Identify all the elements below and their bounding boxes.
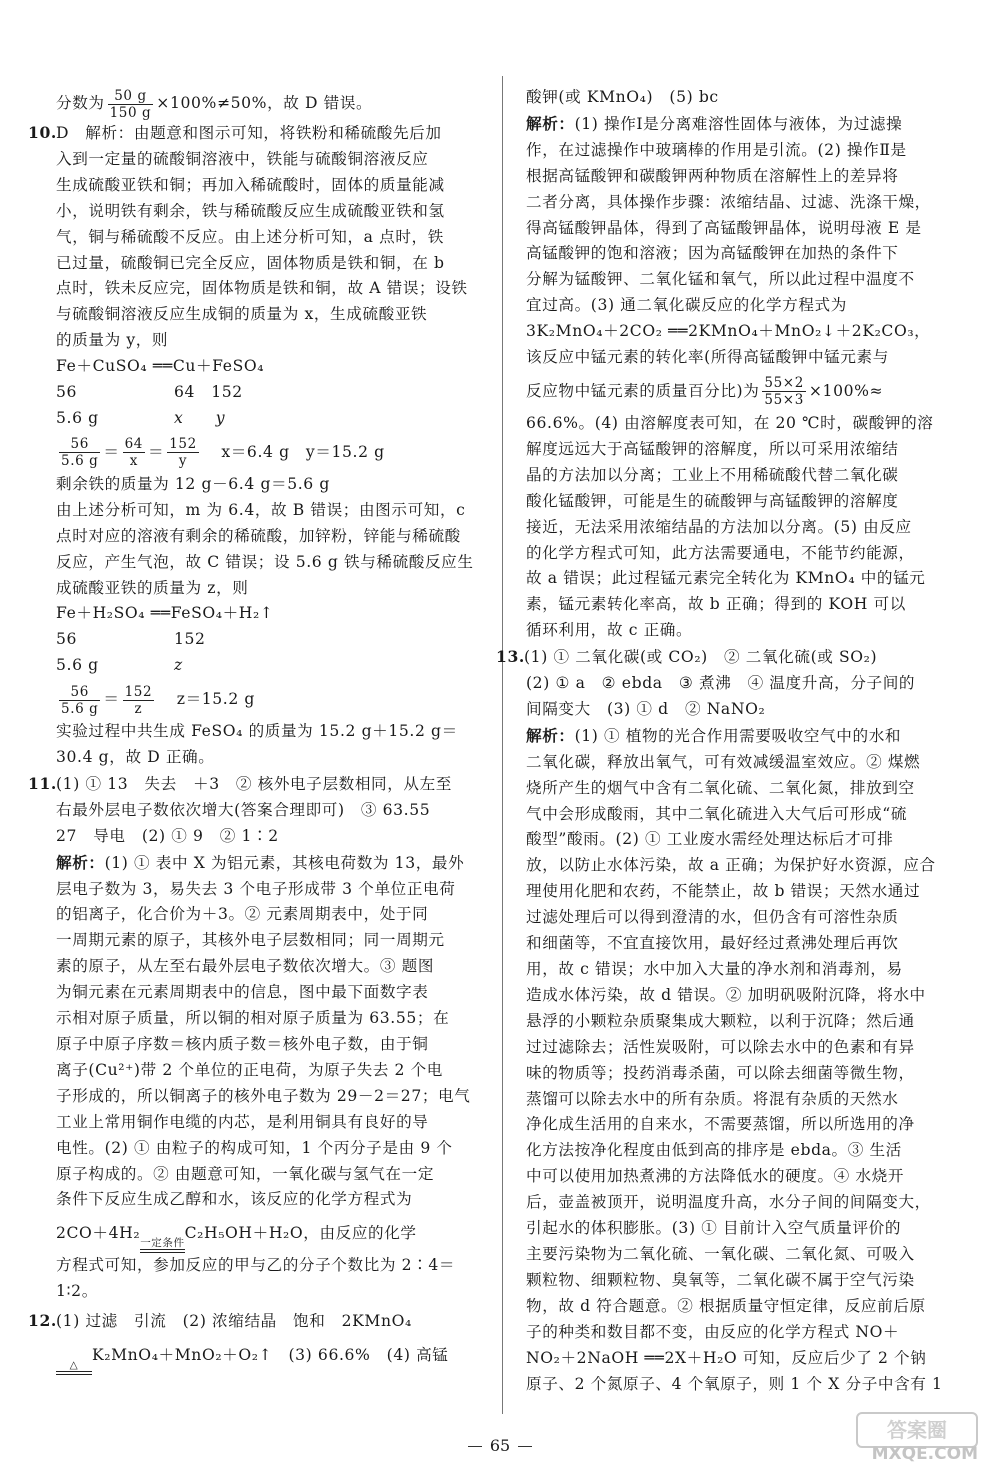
line-text: 原子构成的。② 由题意可知，一氧化碳与氢气在一定 (56, 1164, 435, 1183)
line-text: 气中会形成酸雨，其中二氧化硫进入大气后可形成“硫 (526, 804, 908, 823)
line-text: 层电子数为 3，易失去 3 个电子形成带 3 个单位正电荷 (56, 879, 456, 898)
question-number: 13. (496, 647, 525, 667)
line-text: 入到一定量的硫酸铜溶液中，铁能与硫酸铜溶液反应 (56, 149, 429, 168)
line-text: 剩余铁的质量为 12 g－6.4 g＝5.6 g (56, 474, 330, 493)
line-text: 引起水的体积膨胀。(3) ① 目前计入空气质量评价的 (526, 1219, 902, 1238)
line-text: 成硫酸亚铁的质量为 z，则 (56, 578, 249, 597)
line-text: 该反应中锰元素的转化率(所得高锰酸钾中锰元素与 (526, 348, 889, 367)
line-text: 工业上常用铜作电缆的内芯，是利用铜具有良好的导 (56, 1112, 429, 1131)
line-text: 小，说明铁有剩余，铁与稀硫酸反应生成硫酸亚铁和氢 (56, 201, 445, 220)
conversion-fraction-line (526, 371, 946, 411)
line-text: 生成硫酸亚铁和铜；再加入稀硫酸时，固体的质量能减 (56, 175, 445, 194)
line-text: (1) 过滤 引流 (2) 浓缩结晶 饱和 2KMnO₄ (56, 1312, 412, 1331)
question-11-first-line (28, 771, 480, 798)
question-10-lines (56, 147, 480, 354)
condition-text: △ (69, 1359, 79, 1372)
fraction (108, 89, 154, 120)
fraction-denominator: z (134, 700, 143, 717)
line-text: 造成水体污染，故 d 错误。② 加明矾吸附沉降，将水中 (526, 985, 926, 1004)
fraction-numerator: 55×2 (764, 375, 804, 392)
line-text: 烧所产生的烟气中含有二氧化硫、二氧化氮，排放到空 (526, 778, 915, 797)
question-13-first-line (496, 644, 946, 671)
question-11 (28, 771, 480, 1305)
line-text: 主要污染物为二氧化硫、一氧化碳、二氧化氮、可吸入 (526, 1244, 915, 1263)
line-text: D 解析：由题意和图示可知，将铁粉和稀硫酸先后加 (56, 124, 442, 142)
line-text: 反应，产生气泡，故 C 错误；设 5.6 g 铁与稀硫酸反应生 (56, 552, 474, 571)
fraction-numerator: 50 g (108, 89, 154, 105)
watermark-logo (852, 1410, 986, 1466)
page-number (0, 1436, 1000, 1455)
equation-1-mass-2 (56, 406, 480, 432)
question-13-analysis (526, 723, 946, 1398)
analysis-label: 解析： (526, 113, 575, 133)
line-text: 后，壶盖被顶开，说明温度升高，水分子间的间隔变大， (526, 1193, 931, 1212)
line-text: 作，在过滤操作中玻璃棒的作用是引流。(2) 操作Ⅱ是 (526, 140, 907, 159)
line-text: 二氧化碳，释放出氧气，可有效减缓温室效应。② 煤燃 (526, 752, 921, 771)
line-text: K₂MnO₄＋MnO₂＋O₂↑ (3) 66.6% (4) 高锰 (92, 1346, 449, 1365)
line-text: 气，铜与稀硫酸不反应。由上述分析可知，a 点时，铁 (56, 227, 444, 246)
line-text: 66.6%。(4) 由溶解度表可知，在 20 ℃时，碳酸钾的溶 (526, 413, 934, 432)
line-text: 物，故 d 符合题意。② 根据质量守恒定律，反应前后原 (526, 1296, 926, 1315)
line-text: 酸钾(或 KMnO₄) (5) bc (526, 88, 719, 106)
mass-value: 5.6 g (56, 656, 99, 675)
line-text: 循环利用，故 c 正确。 (526, 621, 693, 640)
fraction-numerator: 64 (124, 436, 143, 453)
equals-bar (56, 1371, 92, 1375)
line-text: 素，锰元素转化率高，故 b 正确；得到的 KOH 可以 (526, 595, 906, 614)
line-text: (2) ① a ② ebda ③ 煮沸 ④ 温度升高，分子间的 (526, 674, 916, 693)
line-text: 间隔变大 (3) ① d ② NaNO₂ (526, 699, 766, 718)
left-column (28, 86, 480, 1375)
fraction-denominator: 5.6 g (61, 453, 99, 470)
fraction-denominator: x (129, 453, 138, 470)
fraction-numerator: 56 (59, 437, 100, 453)
mass-value: 64 152 (174, 383, 243, 402)
line-text: 原子中原子序数＝核内质子数＝核外电子数，由于铜 (56, 1035, 429, 1053)
line-text: 示相对原子质量，所以铜的相对原子质量为 63.55；在 (56, 1009, 450, 1028)
line-text: 右最外层电子数依次增大(答案合理即可) ③ 63.55 (56, 800, 431, 819)
line-text: 素的原子，从左至右最外层电子数依次增大。③ 题图 (56, 957, 435, 976)
line-text: 过滤处理后可以得到澄清的水，但仍含有可溶性杂质 (526, 908, 899, 927)
line-text: 味的物质等；投药消毒杀菌，可以除去细菌等微生物， (526, 1063, 915, 1082)
line-text: 由上述分析可知，m 为 6.4，故 B 错误；由图示可知，c (56, 500, 466, 519)
fraction (59, 437, 100, 468)
line-text: 解析：(1) 操作Ⅰ是分离难溶性固体与液体，为过滤操 (526, 113, 903, 133)
right-column (496, 86, 946, 1397)
line-text: 27 导电 (2) ① 9 ② 1∶2 (56, 826, 279, 845)
page-dash (468, 1446, 482, 1447)
fraction (123, 685, 155, 716)
line-text: 原子、2 个氮原子、4 个氧原子，则 1 个 X 分子中含有 1 (526, 1374, 943, 1393)
line-text: 的化学方程式可知，此方法需要通电，不能节约能源， (526, 543, 915, 562)
equation-synthesis (56, 1213, 480, 1253)
question-11-analysis (56, 850, 480, 1214)
line-text: 的质量为 y，则 (56, 331, 169, 350)
analysis-label: 解析： (526, 725, 575, 745)
question-10-first-line (28, 120, 480, 147)
line-text: (1) ① 二氧化碳(或 CO₂) ② 二氧化硫(或 SO₂) (524, 648, 878, 667)
line-text: 一周期元素的原子，其核外电子层数相同；同一周期元 (56, 931, 445, 950)
line-text: 过过滤除去；活性炭吸附，可以除去水中的色素和有异 (526, 1037, 915, 1056)
fraction-denominator: 55×3 (764, 392, 804, 409)
line-text: 接近，无法采用浓缩结晶的方法加以分离。(5) 由反应 (526, 517, 912, 536)
fraction (762, 376, 805, 407)
line-text: 蒸馏可以除去水中的所有杂质。将混有杂质的天然水 (526, 1089, 899, 1108)
question-12-analysis (526, 111, 946, 319)
equation-1-mass-1 (56, 380, 480, 406)
question-number: 12. (28, 1311, 57, 1331)
question-12 (28, 1308, 480, 1375)
watermark-bottom-text: MXQE.COM (871, 1444, 978, 1464)
question-13 (496, 644, 946, 1397)
line-text: 酸化锰酸钾，可能是生的硫酸钾与高锰酸钾的溶解度 (526, 491, 899, 510)
fraction (59, 685, 100, 716)
question-10-lines-2 (56, 472, 480, 602)
line-text: 1∶2。 (56, 1282, 98, 1301)
line-text: 用，故 c 错误；水中加入大量的净水剂和消毒剂，易 (526, 960, 903, 978)
equation-products: C₂H₅OH＋H₂O，由反应的化学 (184, 1224, 417, 1243)
line-text: 故 a 错误；此过程锰元素完全转化为 KMnO₄ 中的锰元 (526, 569, 926, 588)
line-text: 点时，铁未反应完，固体物质是铁和铜，故 A 错误；设铁 (56, 279, 468, 298)
watermark-top-text: 答案圈 (856, 1412, 978, 1448)
line-text: 晶的方法加以分离；工业上不用稀硫酸代替二氧化碳 (526, 465, 899, 484)
analysis-label: 解析： (56, 852, 105, 872)
equation-co2: 3K₂MnO₄＋2CO₂ ══2KMnO₄＋MnO₂↓＋2K₂CO₃， (526, 322, 931, 341)
equation-2-mass-1 (56, 627, 480, 653)
line-fraction (56, 86, 480, 120)
line-text: 已过量，硫酸铜已完全反应，固体物质是铁和铜，在 b (56, 253, 445, 272)
line-text: 条件下反应生成乙醇和水，该反应的化学方程式为 (56, 1190, 413, 1209)
equation-decomposition (56, 1335, 480, 1375)
line-text: 二者分离，具体操作步骤：浓缩结晶、过滤、洗涤干燥， (526, 192, 931, 211)
line-text: 实验过程中共生成 FeSO₄ 的质量为 15.2 g＋15.2 g＝ (56, 722, 458, 741)
proportion-2: $\frac{56}{5.6 g}$ ＝ $\frac{152}{z}$ z＝15.2 g (61, 683, 256, 717)
line-text: 高锰酸钾的饱和溶液；因为高锰酸钾在加热的条件下 (526, 244, 899, 263)
equation-1: Fe＋CuSO₄ ══Cu＋FeSO₄ (56, 357, 265, 376)
equation-reactants: 2CO＋4H₂ (56, 1224, 141, 1243)
line-text: 理使用化肥和农药，不能禁止，故 b 错误；天然水通过 (526, 882, 921, 901)
fraction-numerator: 152 (124, 683, 153, 700)
line-text: NO₂＋2NaOH ══2X＋H₂O 可知，反应后少了 2 个钠 (526, 1348, 927, 1367)
reaction-condition (56, 1360, 92, 1375)
line-text: 悬浮的小颗粒杂质聚集成大颗粒，以利于沉降；然后通 (526, 1011, 915, 1030)
line-text: 得高锰酸钾晶体，得到了高锰酸钾晶体，说明母液 E 是 (526, 218, 922, 237)
line-text: 离子(Cu²⁺)带 2 个单位的正电荷，为原子失去 2 个电 (56, 1060, 443, 1079)
mass-value: 152 (174, 630, 206, 649)
fraction (167, 437, 199, 468)
fraction-numerator: 152 (169, 436, 197, 453)
text-segment: 反应物中锰元素的质量百分比)为 (526, 381, 760, 400)
reaction-condition (140, 1238, 184, 1253)
fraction-denominator: y (178, 453, 188, 470)
line-text: 和细菌等，不宜直接饮用，最好经过煮沸处理后再饮 (526, 934, 899, 953)
question-number: 10. (28, 123, 57, 142)
question-12-first-line (28, 1308, 480, 1335)
line-text: 解析：(1) ① 表中 X 为铝元素，其核电荷数为 13，最外 (56, 852, 465, 872)
line-text: 分解为锰酸钾、二氧化锰和氧气，所以此过程中温度不 (526, 270, 915, 289)
mass-value: x y (174, 408, 226, 427)
text-segment: ×100%≈ (808, 381, 884, 400)
line-text: 解析：(1) ① 植物的光合作用需要吸收空气中的水和 (526, 725, 902, 745)
line-text: 中可以使用加热煮沸的方法降低水的硬度。④ 水烧开 (526, 1167, 905, 1186)
line-text: (1) ① 13 失去 ＋3 ② 核外电子层数相同，从左至 (56, 774, 452, 793)
line-text: 电性。(2) ① 由粒子的构成可知，1 个丙分子是由 9 个 (56, 1138, 453, 1157)
page-dash (518, 1446, 532, 1447)
line-text: 的铝离子，化合价为＋3。② 元素周期表中，处于同 (56, 905, 429, 924)
page-number-text: 65 (489, 1436, 511, 1455)
line-text: 点时对应的溶液有剩余的稀硫酸，加锌粉，锌能与稀硫酸 (56, 526, 461, 545)
column-divider (502, 76, 503, 1414)
proportion-result: x＝6.4 g y＝15.2 g (221, 442, 385, 461)
fraction (123, 437, 145, 468)
line-text: 颗粒物、细颗粒物、臭氧等，二氧化碳不属于空气污染 (526, 1270, 915, 1289)
line-text: 酸型”酸雨。(2) ① 工业废水需经处理达标后才可排 (526, 830, 894, 849)
line-text: 净化成生活用的自来水，不需要蒸馏，所以所选用的净 (526, 1115, 915, 1134)
condition-text: 一定条件 (140, 1237, 185, 1250)
line-text: 30.4 g，故 D 正确。 (56, 748, 215, 767)
line-text: 解度远远大于高锰酸钾的溶解度，所以可采用浓缩结 (526, 439, 899, 458)
line-text: 子的种类和数目都不变，由反应的化学方程式 NO＋ (526, 1322, 900, 1341)
line-text: 化方法按净化程度由低到高的排序是 ebda。③ 生活 (526, 1141, 902, 1160)
fraction-denominator: 150 g (109, 104, 152, 120)
line-text: 根据高锰酸钾和碳酸钾两种物质在溶解性上的差异将 (526, 166, 899, 185)
line-text: 与硫酸铜溶液反应生成铜的质量为 x，生成硫酸亚铁 (56, 305, 428, 324)
text-segment: ×100%≠50%，故 D 错误。 (156, 94, 373, 112)
mass-value: 56 (56, 630, 78, 649)
text-segment: 分数为 (56, 94, 105, 112)
equation-2: Fe＋H₂SO₄ ══FeSO₄＋H₂↑ (56, 604, 274, 623)
mass-value: 5.6 g (56, 408, 99, 427)
fraction-denominator: 5.6 g (61, 700, 99, 717)
line-text: 方程式可知，参加反应的甲与乙的分子个数比为 2∶4＝ (56, 1256, 456, 1275)
proportion-1: $\frac{56}{5.6 g}$ ＝ $\frac{64}{x}$ ＝ $\frac{152}{y}$ x＝6.4 g y＝15.2 g (61, 436, 385, 470)
question-number: 11. (28, 773, 57, 793)
equation-2-mass-2 (56, 653, 480, 679)
question-10-lines-3 (56, 719, 480, 771)
line-text: 为铜元素在元素周期表中的信息，图中最下面数字表 (56, 983, 429, 1002)
fraction-numerator: 56 (59, 685, 100, 701)
line-text: 宜过高。(3) 通二氧化碳反应的化学方程式为 (526, 296, 847, 315)
proportion-result: z＝15.2 g (176, 690, 256, 709)
question-10 (28, 120, 480, 771)
question-12-analysis-2 (526, 411, 946, 644)
mass-value: z (174, 656, 183, 675)
line-text: 放，以防止水体污染，故 a 正确；为保护好水资源，应合 (526, 856, 936, 875)
mass-value: 56 (56, 383, 78, 402)
line-text: 子形成的，所以铜离子的核外电子数为 29－2＝27；电气 (56, 1086, 471, 1105)
